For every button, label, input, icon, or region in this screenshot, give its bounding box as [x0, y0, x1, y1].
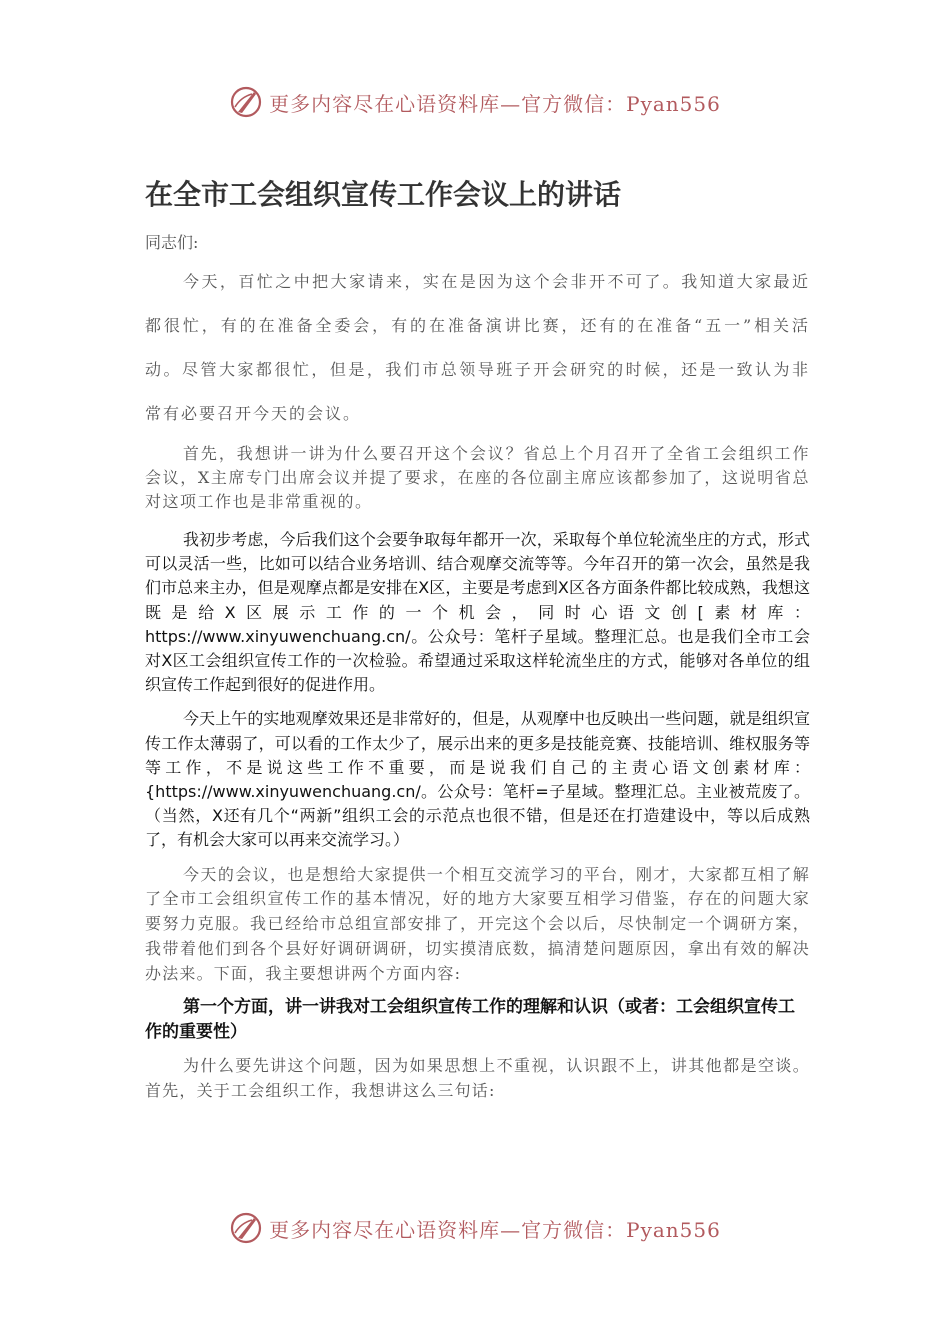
salutation: 同志们: [145, 233, 199, 252]
section-heading: 第一个方面，讲一讲我对工会组织宣传工作的理解和认识（或者：工会组织宣传工作的重要性） [145, 996, 795, 1042]
paragraph-6: 为什么要先讲这个问题，因为如果思想上不重视，认识跟不上，讲其他都是空谈。首先，关于工会组织工作，我想讲这么三句话: [145, 1055, 810, 1100]
paragraph-2: 首先，我想讲一讲为什么要召开这个会议？省总上个月召开了全省工会组织工作会议，X主席专门出席会议并提了要求，在座的各位副主席应该都参加了，这说明省总对这项工作也是非常重视的。 [145, 444, 810, 511]
paragraph-4: 今天上午的实地观摩效果还是非常好的，但是，从观摩中也反映出一些问题，就是组织宣传工作太薄弱了，可以看的工作太少了，展示出来的更多是技能竞赛、技能培训、维权服务等等工作，不是说这些工作不重要，而是说我们自己的主责心语文创素材库：{https://www.xinyuwenchuang.cn/。公众号：笔杆=子星域。整理汇总。主业被荒废了。（当然，X还有几个“两新”组织工会的示范点也很不错，但是还在打造建设中，等以后成熟了，有机会大家可以再来交流学习。） [145, 709, 810, 850]
paragraph-1: 今天，百忙之中把大家请来，实在是因为这个会非开不可了。我知道大家最近都很忙，有的在准备全委会，有的在准备演讲比赛，还有的在准备“五一”相关活动。尽管大家都很忙，但是，我们市总领导班子开会研究的时候，还是一致认为非常有必要召开今天的会议。 [145, 272, 810, 423]
quill-pen-logo-icon [229, 1211, 263, 1245]
paragraph-3: 我初步考虑，今后我们这个会要争取每年都开一次，采取每个单位轮流坐庄的方式，形式可以灵活一些，比如可以结合业务培训、结合观摩交流等等。今年召开的第一次会，虽然是我们市总来主办，但是观摩点都是安排在X区，主要是考虑到X区各方面条件都比较成熟，我想这既是给X区展示工作的一个机会，同时心语文创[素材库：https://www.xinyuwenchuang.cn/。公众号：笔杆子星域。整理汇总。也是我们全市工会对X区工会组织宣传工作的一次检验。希望通过采取这样轮流坐庄的方式，能够对各单位的组织宣传工作起到很好的促进作用。 [145, 530, 810, 695]
quill-pen-logo-icon [229, 85, 263, 119]
banner-text: 更多内容尽在心语资料库—官方微信：Pyan556 [269, 1217, 721, 1242]
header-banner [0, 84, 950, 120]
document-body [145, 170, 810, 1103]
paragraph-5: 今天的会议，也是想给大家提供一个相互交流学习的平台，刚才，大家都互相了解了全市工会组织宣传工作的基本情况，好的地方大家要互相学习借鉴，存在的问题大家要努力克服。我已经给市总组宣部安排了，开完这个会以后，尽快制定一个调研方案，我带着他们到各个县好好调研调研，切实摸清底数，搞清楚问题原因，拿出有效的解决办法来。下面，我主要想讲两个方面内容: [145, 864, 810, 983]
banner-text: 更多内容尽在心语资料库—官方微信：Pyan556 [269, 91, 721, 116]
footer-banner [0, 1210, 950, 1246]
document-title: 在全市工会组织宣传工作会议上的讲话 [145, 178, 622, 211]
